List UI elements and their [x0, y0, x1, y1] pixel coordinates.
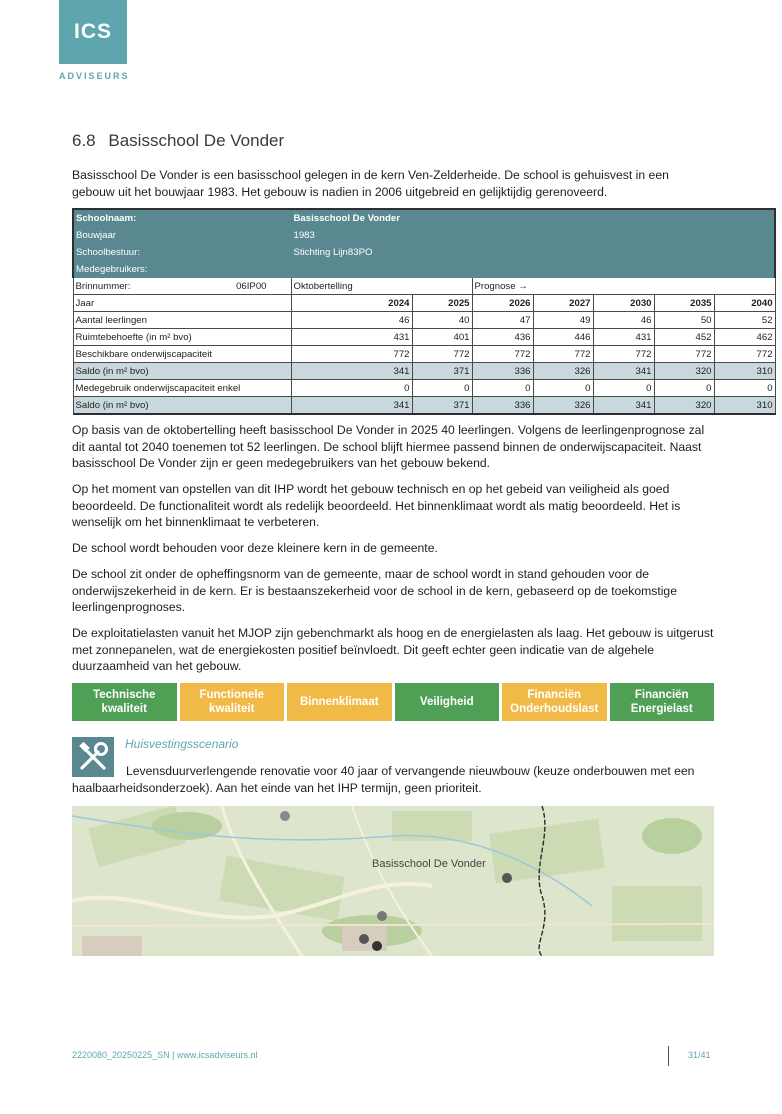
row-label: Saldo (in m² bvo) [73, 363, 291, 380]
table-row [73, 278, 775, 295]
table-cell: 401 [412, 329, 472, 346]
table-row [73, 261, 775, 278]
year-cell: 2035 [654, 295, 714, 312]
table-cell: 40 [412, 312, 472, 329]
footer-divider [668, 1046, 669, 1066]
table-cell: 320 [654, 397, 714, 415]
table-cell: 341 [593, 363, 654, 380]
tile-line: Onderhoudslast [510, 703, 599, 715]
tile-financien-energielast [610, 683, 715, 721]
tile-veiligheid [395, 683, 500, 721]
table-cell: 0 [714, 380, 775, 397]
table-cell: 0 [472, 380, 533, 397]
paragraph-opheffingsnorm: De school zit onder de opheffingsnorm van de gemeente, maar de school wordt in stand gehouden voor de onderwijszekerheid in de kern. Er is bestaanszekerheid voor de school in de kern, gebaseerd op de toekomstige leerlingenprognoses. [72, 567, 677, 615]
table-cell: 431 [291, 329, 412, 346]
schoolnaam-value: Basisschool De Vonder [291, 209, 775, 227]
logo-subtitle: ADVISEURS [59, 71, 130, 81]
table-cell: 52 [714, 312, 775, 329]
schoolnaam-label: Schoolnaam: [73, 209, 291, 227]
prognose-label: Prognose → [472, 278, 775, 295]
oktobertelling-label: Oktobertelling [291, 278, 472, 295]
tile-line: Financiën [527, 689, 582, 701]
table-cell: 462 [714, 329, 775, 346]
table-cell: 772 [593, 346, 654, 363]
section-title: Basisschool De Vonder [108, 131, 285, 150]
row-label: Beschikbare onderwijscapaciteit [73, 346, 291, 363]
table-row [73, 397, 775, 415]
footer-reference: 2220080_20250225_SN | www.icsadviseurs.nl [72, 1050, 258, 1060]
table-cell: 772 [472, 346, 533, 363]
tile-line: kwaliteit [209, 703, 255, 715]
table-cell: 341 [291, 397, 412, 415]
table-cell: 46 [593, 312, 654, 329]
location-map [72, 806, 714, 956]
brin-cell [73, 278, 291, 295]
table-cell: 0 [533, 380, 593, 397]
medegebruikers-value [291, 261, 775, 278]
logo-title: ICS [73, 20, 112, 43]
section-heading [72, 131, 284, 151]
table-cell: 452 [654, 329, 714, 346]
jaar-label: Jaar [73, 295, 291, 312]
table-cell: 371 [412, 397, 472, 415]
table-row [73, 329, 775, 346]
bestuur-value: Stichting Lijn83PO [291, 244, 775, 261]
table-cell: 772 [533, 346, 593, 363]
table-cell: 320 [654, 363, 714, 380]
table-row [73, 227, 775, 244]
table-cell: 436 [472, 329, 533, 346]
year-cell: 2026 [472, 295, 533, 312]
table-cell: 336 [472, 363, 533, 380]
table-cell: 50 [654, 312, 714, 329]
paragraph-behoud: De school wordt behouden voor deze kleinere kern in de gemeente. [72, 541, 438, 555]
table-cell: 0 [593, 380, 654, 397]
assessment-tiles [72, 683, 714, 721]
scenario-text: Levensduurverlengende renovatie voor 40 jaar of vervangende nieuwbouw (keuze onderbouwen met een haalbaarheidsonderzoek). Aan het einde van het IHP termijn, geen prioriteit. [72, 764, 695, 795]
row-label: Aantal leerlingen [73, 312, 291, 329]
table-row [73, 209, 775, 227]
tile-line: kwaliteit [101, 703, 147, 715]
table-cell: 326 [533, 363, 593, 380]
table-cell: 0 [291, 380, 412, 397]
map-graphic [72, 806, 714, 956]
table-row [73, 346, 775, 363]
year-cell: 2027 [533, 295, 593, 312]
bouwjaar-label: Bouwjaar [73, 227, 291, 244]
row-label: Medegebruik onderwijscapaciteit enkel [73, 380, 291, 397]
table-row [73, 380, 775, 397]
table-cell: 431 [593, 329, 654, 346]
school-data-table [72, 208, 776, 415]
table-cell: 0 [412, 380, 472, 397]
paragraph-exploitatie: De exploitatielasten vanuit het MJOP zijn gebenchmarkt als hoog en de energielasten als laag. Het gebouw is uitgerust met zonnepanelen, wat de energiekosten positief beïnvloedt. Dit geeft echter geen indicatie van de algehele duurzaamheid van het gebouw. [72, 626, 714, 674]
table-cell: 47 [472, 312, 533, 329]
table-cell: 772 [654, 346, 714, 363]
section-number: 6.8 [72, 131, 96, 150]
year-cell: 2024 [291, 295, 412, 312]
intro-paragraph: Basisschool De Vonder is een basisschool gelegen in de kern Ven-Zelderheide. De school is gehuisvest in een gebouw uit het bouwjaar 1983. Het gebouw is nadien in 2006 uitgebreid en gelijktijdig gerenoveerd. [72, 168, 669, 199]
brin-value: 06IP00 [236, 280, 267, 292]
table-cell: 46 [291, 312, 412, 329]
tile-line: Financiën [634, 689, 689, 701]
table-cell: 772 [412, 346, 472, 363]
paragraph-prognose: Op basis van de oktobertelling heeft basisschool De Vonder in 2025 40 leerlingen. Volgens de leerlingenprognose zal dit aantal tot 2040 toenemen tot 52 leerlingen. De school blijft hiermee passend binnen de onderwijscapaciteit. Naast basisschool De Vonder zijn er geen medegebruikers van het gebouw bekend. [72, 423, 705, 471]
table-cell: 772 [714, 346, 775, 363]
bestuur-label: Schoolbestuur: [73, 244, 291, 261]
map-school-label: Basisschool De Vonder [372, 858, 486, 870]
table-row [73, 312, 775, 329]
table-row [73, 244, 775, 261]
year-cell: 2030 [593, 295, 654, 312]
tile-binnenklimaat [287, 683, 392, 721]
table-cell: 341 [291, 363, 412, 380]
year-cell: 2025 [412, 295, 472, 312]
table-cell: 371 [412, 363, 472, 380]
company-logo [59, 0, 127, 64]
tile-line: Binnenklimaat [299, 696, 379, 708]
row-label: Saldo (in m² bvo) [73, 397, 291, 415]
table-cell: 446 [533, 329, 593, 346]
tile-line: Functionele [199, 689, 265, 701]
year-cell: 2040 [714, 295, 775, 312]
paragraph-beoordeling: Op het moment van opstellen van dit IHP wordt het gebouw technisch en op het gebeid van veiligheid als goed beoordeeld. De functionaliteit wordt als redelijk beoordeeld. Het binnenklimaat wordt als matig beoordeeld. Het is wenselijk om het binnenklimaat te verbeteren. [72, 482, 681, 530]
scenario-label: Huisvestingsscenario [125, 737, 239, 751]
table-cell: 0 [654, 380, 714, 397]
table-cell: 341 [593, 397, 654, 415]
row-label: Ruimtebehoefte (in m² bvo) [73, 329, 291, 346]
table-row [73, 295, 775, 312]
page-number: 31/41 [688, 1050, 711, 1060]
brin-label: Brinnummer: [75, 280, 131, 292]
bouwjaar-value: 1983 [291, 227, 775, 244]
table-cell: 326 [533, 397, 593, 415]
table-cell: 336 [472, 397, 533, 415]
tile-functionele-kwaliteit [180, 683, 285, 721]
tile-financien-onderhoudslast [502, 683, 607, 721]
tile-line: Veiligheid [419, 696, 474, 708]
table-cell: 49 [533, 312, 593, 329]
table-cell: 310 [714, 363, 775, 380]
table-cell: 772 [291, 346, 412, 363]
table-row [73, 363, 775, 380]
tile-line: Technische [93, 689, 156, 701]
tile-technische-kwaliteit [72, 683, 177, 721]
medegebruikers-label: Medegebruikers: [73, 261, 291, 278]
table-cell: 310 [714, 397, 775, 415]
tile-line: Energielast [630, 703, 693, 715]
